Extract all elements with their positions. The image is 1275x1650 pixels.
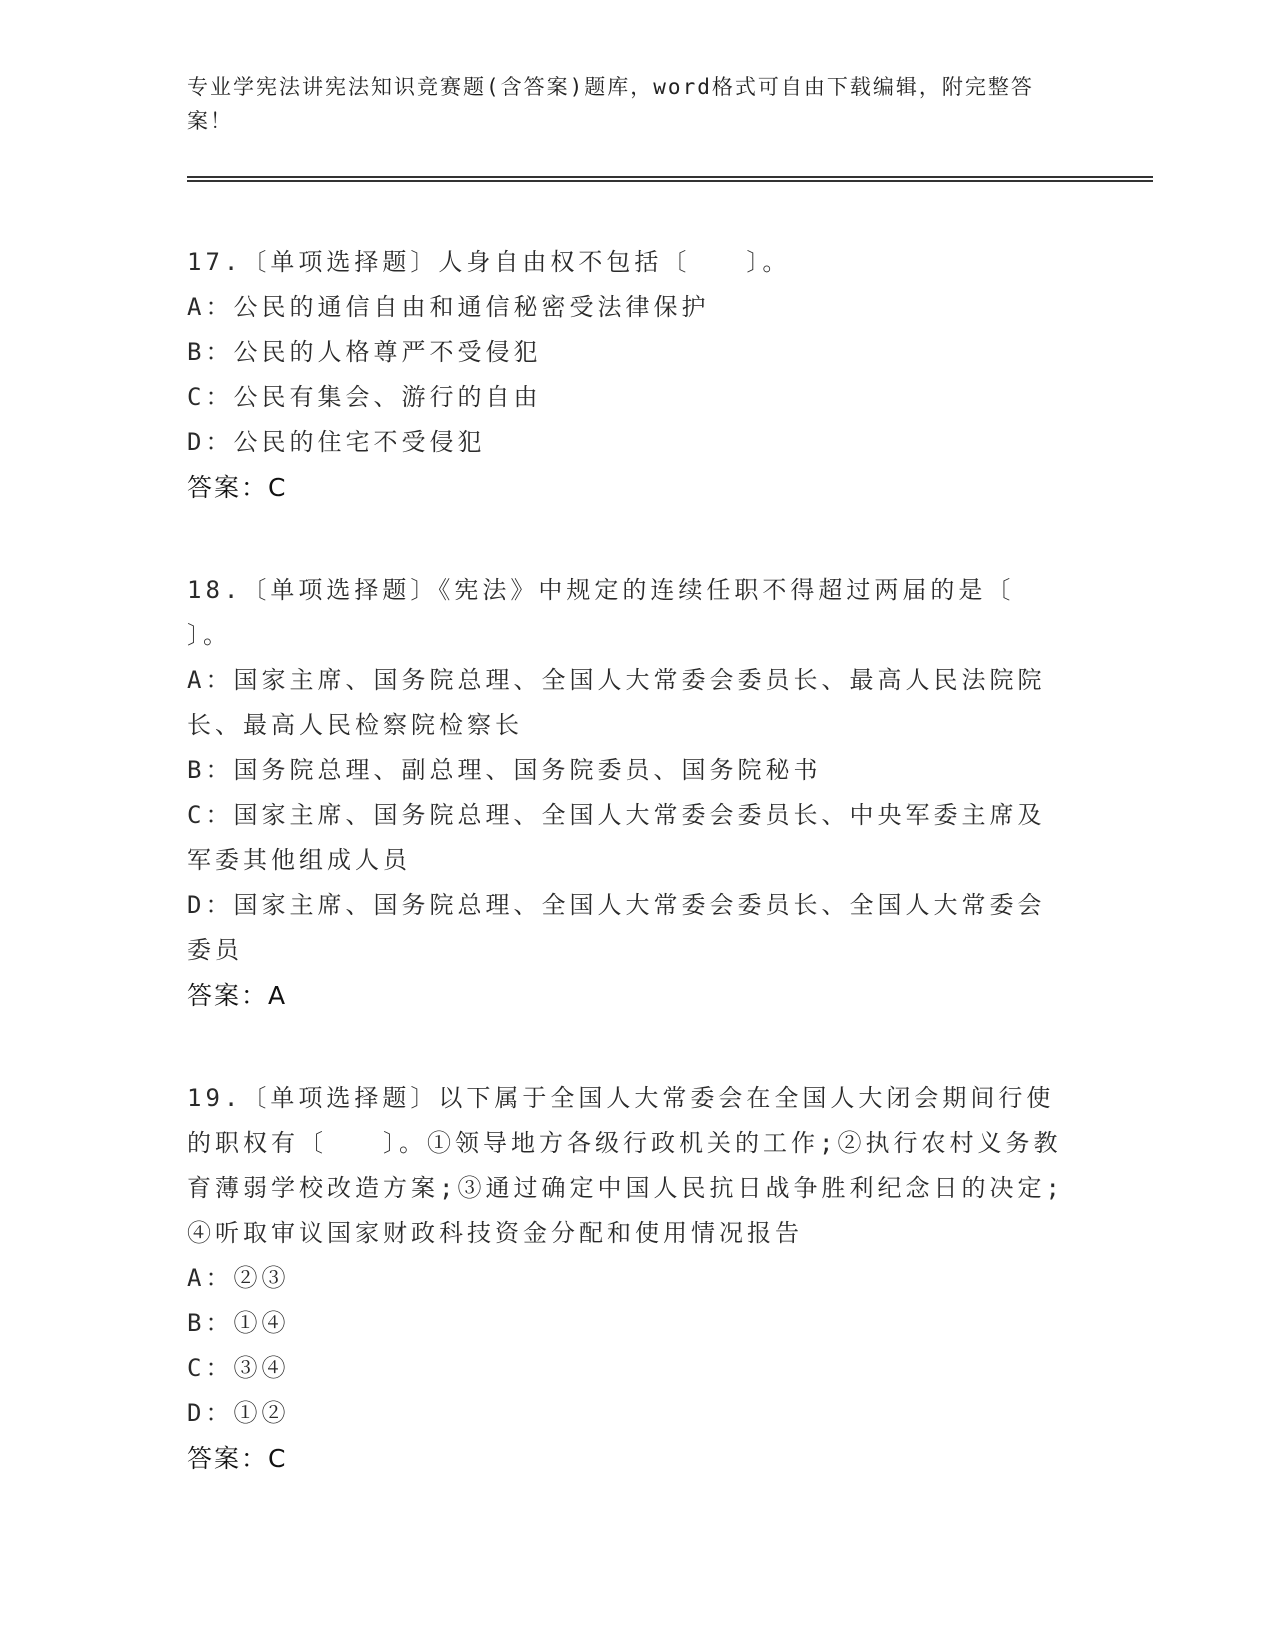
answer-label: 答案：C [187, 473, 288, 502]
option-d: D：公民的住宅不受侵犯 [187, 428, 486, 456]
option-c: C：国家主席、国务院总理、全国人大常委会委员长、中央军委主席及军委其他组成人员 [187, 801, 1046, 874]
option-b: B：①④ [187, 1309, 290, 1337]
question-stem: 19.〔单项选择题〕以下属于全国人大常委会在全国人大闭会期间行使的职权有〔 〕。①领导地方各级行政机关的工作;②执行农村义务教育薄弱学校改造方案;③通过确定中国人民抗日战争胜利纪念日的决定;④听取审议国家财政科技资金分配和使用情况报告 [187, 1084, 1064, 1247]
option-c: C：③④ [187, 1354, 290, 1382]
question-18 [187, 568, 1071, 1018]
option-b: B：公民的人格尊严不受侵犯 [187, 338, 542, 366]
question-stem: 17.〔单项选择题〕人身自由权不包括〔 〕。 [187, 248, 791, 276]
option-d: D：国家主席、国务院总理、全国人大常委会委员长、全国人大常委会委员 [187, 891, 1046, 964]
option-d: D：①② [187, 1399, 290, 1427]
answer-label: 答案：C [187, 1444, 288, 1473]
question-19 [187, 1076, 1067, 1481]
option-b: B：国务院总理、副总理、国务院委员、国务院秘书 [187, 756, 822, 784]
document-page [187, 70, 1147, 1481]
question-17 [187, 240, 1067, 510]
question-stem: 18.〔单项选择题〕《宪法》中规定的连续任职不得超过两届的是〔 〕。 [187, 576, 1071, 649]
header-double-rule [187, 176, 1153, 182]
answer-label: 答案：A [187, 981, 288, 1010]
option-a: A：公民的通信自由和通信秘密受法律保护 [187, 293, 710, 321]
option-c: C：公民有集会、游行的自由 [187, 383, 542, 411]
option-a: A：②③ [187, 1264, 290, 1292]
option-a: A：国家主席、国务院总理、全国人大常委会委员长、最高人民法院院长、最高人民检察院检察长 [187, 666, 1046, 739]
document-header: 专业学宪法讲宪法知识竞赛题(含答案)题库，word格式可自由下载编辑，附完整答案！ [187, 75, 1034, 133]
